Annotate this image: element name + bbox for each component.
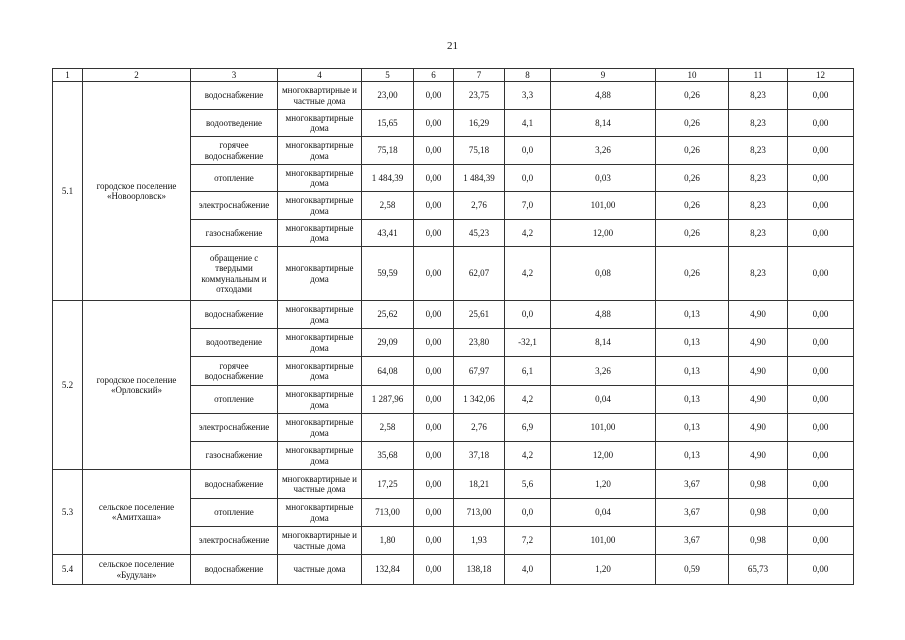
value-cell-col9: 0,03 <box>551 165 656 192</box>
column-header: 12 <box>788 69 854 82</box>
column-header: 11 <box>729 69 788 82</box>
value-cell-col10: 0,26 <box>656 247 729 301</box>
table-row <box>53 301 854 329</box>
value-cell-col11: 8,23 <box>729 110 788 137</box>
value-cell-col8: 4,1 <box>505 110 551 137</box>
tariff-table <box>52 68 854 585</box>
value-cell-col10: 0,13 <box>656 414 729 442</box>
column-header: 1 <box>53 69 83 82</box>
settlement-name: городское поселение «Орловский» <box>83 301 191 470</box>
value-cell-col7: 25,61 <box>454 301 505 329</box>
value-cell-col7: 1,93 <box>454 527 505 555</box>
value-cell-col11: 8,23 <box>729 220 788 247</box>
value-cell-col7: 2,76 <box>454 414 505 442</box>
service-cell: отопление <box>191 165 278 192</box>
value-cell-col9: 101,00 <box>551 192 656 220</box>
value-cell-col12: 0,00 <box>788 470 854 499</box>
value-cell-col5: 2,58 <box>362 192 414 220</box>
value-cell-col7: 62,07 <box>454 247 505 301</box>
value-cell-col6: 0,00 <box>414 137 454 165</box>
value-cell-col8: 5,6 <box>505 470 551 499</box>
value-cell-col9: 0,08 <box>551 247 656 301</box>
value-cell-col8: 4,2 <box>505 386 551 414</box>
value-cell-col7: 23,75 <box>454 82 505 110</box>
value-cell-col6: 0,00 <box>414 555 454 585</box>
value-cell-col7: 23,80 <box>454 329 505 357</box>
housing-type-cell: многоквартирные и частные дома <box>278 82 362 110</box>
value-cell-col5: 132,84 <box>362 555 414 585</box>
value-cell-col12: 0,00 <box>788 386 854 414</box>
value-cell-col6: 0,00 <box>414 442 454 470</box>
value-cell-col11: 4,90 <box>729 357 788 386</box>
value-cell-col11: 0,98 <box>729 470 788 499</box>
value-cell-col10: 0,13 <box>656 386 729 414</box>
column-header: 3 <box>191 69 278 82</box>
value-cell-col7: 713,00 <box>454 499 505 527</box>
housing-type-cell: многоквартирные дома <box>278 301 362 329</box>
service-cell: горячее водоснабжение <box>191 357 278 386</box>
value-cell-col11: 4,90 <box>729 442 788 470</box>
value-cell-col8: 0,0 <box>505 137 551 165</box>
header-row <box>53 69 854 82</box>
value-cell-col10: 3,67 <box>656 499 729 527</box>
value-cell-col9: 3,26 <box>551 137 656 165</box>
value-cell-col10: 0,13 <box>656 301 729 329</box>
value-cell-col12: 0,00 <box>788 192 854 220</box>
value-cell-col10: 0,26 <box>656 192 729 220</box>
section-number: 5.1 <box>53 82 83 301</box>
value-cell-col5: 23,00 <box>362 82 414 110</box>
column-header: 4 <box>278 69 362 82</box>
value-cell-col8: 4,2 <box>505 220 551 247</box>
value-cell-col5: 29,09 <box>362 329 414 357</box>
service-cell: электроснабжение <box>191 192 278 220</box>
column-header: 7 <box>454 69 505 82</box>
value-cell-col11: 4,90 <box>729 414 788 442</box>
service-cell: обращение с твердыми коммунальным и отходами <box>191 247 278 301</box>
table-row <box>53 82 854 110</box>
housing-type-cell: многоквартирные дома <box>278 137 362 165</box>
table-row <box>53 470 854 499</box>
value-cell-col12: 0,00 <box>788 527 854 555</box>
value-cell-col5: 64,08 <box>362 357 414 386</box>
value-cell-col8: 0,0 <box>505 165 551 192</box>
service-cell: отопление <box>191 499 278 527</box>
value-cell-col8: -32,1 <box>505 329 551 357</box>
value-cell-col6: 0,00 <box>414 220 454 247</box>
value-cell-col11: 4,90 <box>729 386 788 414</box>
value-cell-col7: 45,23 <box>454 220 505 247</box>
value-cell-col6: 0,00 <box>414 527 454 555</box>
housing-type-cell: многоквартирные дома <box>278 357 362 386</box>
column-header: 5 <box>362 69 414 82</box>
value-cell-col12: 0,00 <box>788 220 854 247</box>
service-cell: водоотведение <box>191 329 278 357</box>
settlement-name: сельское поселение «Амитхаша» <box>83 470 191 555</box>
value-cell-col12: 0,00 <box>788 442 854 470</box>
value-cell-col6: 0,00 <box>414 414 454 442</box>
value-cell-col8: 4,2 <box>505 442 551 470</box>
value-cell-col9: 8,14 <box>551 110 656 137</box>
value-cell-col9: 101,00 <box>551 527 656 555</box>
value-cell-col11: 8,23 <box>729 247 788 301</box>
value-cell-col5: 1 287,96 <box>362 386 414 414</box>
value-cell-col6: 0,00 <box>414 329 454 357</box>
service-cell: водоснабжение <box>191 301 278 329</box>
column-header: 2 <box>83 69 191 82</box>
column-header: 6 <box>414 69 454 82</box>
value-cell-col11: 0,98 <box>729 499 788 527</box>
settlement-name: городское поселение «Новоорловск» <box>83 82 191 301</box>
value-cell-col12: 0,00 <box>788 301 854 329</box>
section-number: 5.2 <box>53 301 83 470</box>
value-cell-col10: 0,26 <box>656 110 729 137</box>
value-cell-col7: 75,18 <box>454 137 505 165</box>
value-cell-col9: 1,20 <box>551 470 656 499</box>
value-cell-col10: 3,67 <box>656 527 729 555</box>
value-cell-col12: 0,00 <box>788 165 854 192</box>
value-cell-col10: 0,59 <box>656 555 729 585</box>
value-cell-col5: 25,62 <box>362 301 414 329</box>
value-cell-col5: 2,58 <box>362 414 414 442</box>
column-header: 9 <box>551 69 656 82</box>
value-cell-col9: 12,00 <box>551 220 656 247</box>
value-cell-col9: 12,00 <box>551 442 656 470</box>
value-cell-col7: 18,21 <box>454 470 505 499</box>
housing-type-cell: многоквартирные дома <box>278 499 362 527</box>
value-cell-col5: 59,59 <box>362 247 414 301</box>
value-cell-col9: 101,00 <box>551 414 656 442</box>
value-cell-col6: 0,00 <box>414 82 454 110</box>
table-row <box>53 555 854 585</box>
value-cell-col7: 1 484,39 <box>454 165 505 192</box>
service-cell: газоснабжение <box>191 220 278 247</box>
service-cell: водоотведение <box>191 110 278 137</box>
value-cell-col8: 0,0 <box>505 301 551 329</box>
value-cell-col8: 0,0 <box>505 499 551 527</box>
settlement-name: сельское поселение «Будулан» <box>83 555 191 585</box>
value-cell-col6: 0,00 <box>414 470 454 499</box>
value-cell-col12: 0,00 <box>788 247 854 301</box>
housing-type-cell: многоквартирные дома <box>278 414 362 442</box>
value-cell-col8: 7,0 <box>505 192 551 220</box>
housing-type-cell: многоквартирные дома <box>278 247 362 301</box>
value-cell-col10: 0,26 <box>656 82 729 110</box>
value-cell-col12: 0,00 <box>788 329 854 357</box>
housing-type-cell: многоквартирные дома <box>278 442 362 470</box>
page-number: 21 <box>447 40 458 52</box>
value-cell-col10: 0,26 <box>656 220 729 247</box>
value-cell-col8: 4,2 <box>505 247 551 301</box>
value-cell-col8: 3,3 <box>505 82 551 110</box>
housing-type-cell: многоквартирные и частные дома <box>278 527 362 555</box>
value-cell-col5: 713,00 <box>362 499 414 527</box>
value-cell-col5: 1,80 <box>362 527 414 555</box>
value-cell-col9: 1,20 <box>551 555 656 585</box>
value-cell-col7: 1 342,06 <box>454 386 505 414</box>
service-cell: электроснабжение <box>191 414 278 442</box>
value-cell-col6: 0,00 <box>414 165 454 192</box>
value-cell-col11: 4,90 <box>729 301 788 329</box>
service-cell: горячее водоснабжение <box>191 137 278 165</box>
value-cell-col9: 8,14 <box>551 329 656 357</box>
value-cell-col12: 0,00 <box>788 555 854 585</box>
value-cell-col5: 75,18 <box>362 137 414 165</box>
value-cell-col10: 0,13 <box>656 329 729 357</box>
housing-type-cell: многоквартирные дома <box>278 110 362 137</box>
service-cell: водоснабжение <box>191 555 278 585</box>
value-cell-col5: 35,68 <box>362 442 414 470</box>
housing-type-cell: многоквартирные дома <box>278 192 362 220</box>
housing-type-cell: многоквартирные и частные дома <box>278 470 362 499</box>
housing-type-cell: многоквартирные дома <box>278 386 362 414</box>
column-header: 10 <box>656 69 729 82</box>
value-cell-col10: 0,13 <box>656 357 729 386</box>
housing-type-cell: многоквартирные дома <box>278 165 362 192</box>
housing-type-cell: многоквартирные дома <box>278 220 362 247</box>
value-cell-col9: 0,04 <box>551 386 656 414</box>
value-cell-col12: 0,00 <box>788 137 854 165</box>
service-cell: водоснабжение <box>191 82 278 110</box>
value-cell-col6: 0,00 <box>414 192 454 220</box>
value-cell-col5: 1 484,39 <box>362 165 414 192</box>
value-cell-col5: 15,65 <box>362 110 414 137</box>
value-cell-col9: 4,88 <box>551 82 656 110</box>
value-cell-col11: 8,23 <box>729 165 788 192</box>
value-cell-col10: 0,13 <box>656 442 729 470</box>
value-cell-col11: 8,23 <box>729 137 788 165</box>
value-cell-col6: 0,00 <box>414 357 454 386</box>
value-cell-col10: 0,26 <box>656 165 729 192</box>
section-number: 5.3 <box>53 470 83 555</box>
value-cell-col12: 0,00 <box>788 414 854 442</box>
value-cell-col10: 3,67 <box>656 470 729 499</box>
value-cell-col7: 16,29 <box>454 110 505 137</box>
value-cell-col8: 6,1 <box>505 357 551 386</box>
value-cell-col7: 67,97 <box>454 357 505 386</box>
value-cell-col11: 65,73 <box>729 555 788 585</box>
value-cell-col8: 4,0 <box>505 555 551 585</box>
value-cell-col7: 2,76 <box>454 192 505 220</box>
housing-type-cell: частные дома <box>278 555 362 585</box>
value-cell-col8: 7,2 <box>505 527 551 555</box>
value-cell-col5: 17,25 <box>362 470 414 499</box>
value-cell-col6: 0,00 <box>414 301 454 329</box>
value-cell-col6: 0,00 <box>414 499 454 527</box>
value-cell-col11: 0,98 <box>729 527 788 555</box>
section-number: 5.4 <box>53 555 83 585</box>
value-cell-col9: 4,88 <box>551 301 656 329</box>
value-cell-col10: 0,26 <box>656 137 729 165</box>
service-cell: газоснабжение <box>191 442 278 470</box>
service-cell: отопление <box>191 386 278 414</box>
value-cell-col8: 6,9 <box>505 414 551 442</box>
value-cell-col6: 0,00 <box>414 386 454 414</box>
value-cell-col11: 8,23 <box>729 82 788 110</box>
value-cell-col11: 8,23 <box>729 192 788 220</box>
value-cell-col5: 43,41 <box>362 220 414 247</box>
value-cell-col12: 0,00 <box>788 499 854 527</box>
value-cell-col9: 0,04 <box>551 499 656 527</box>
value-cell-col12: 0,00 <box>788 82 854 110</box>
service-cell: электроснабжение <box>191 527 278 555</box>
value-cell-col11: 4,90 <box>729 329 788 357</box>
value-cell-col9: 3,26 <box>551 357 656 386</box>
column-header: 8 <box>505 69 551 82</box>
value-cell-col7: 138,18 <box>454 555 505 585</box>
value-cell-col12: 0,00 <box>788 110 854 137</box>
service-cell: водоснабжение <box>191 470 278 499</box>
value-cell-col6: 0,00 <box>414 110 454 137</box>
housing-type-cell: многоквартирные дома <box>278 329 362 357</box>
value-cell-col6: 0,00 <box>414 247 454 301</box>
value-cell-col7: 37,18 <box>454 442 505 470</box>
value-cell-col12: 0,00 <box>788 357 854 386</box>
